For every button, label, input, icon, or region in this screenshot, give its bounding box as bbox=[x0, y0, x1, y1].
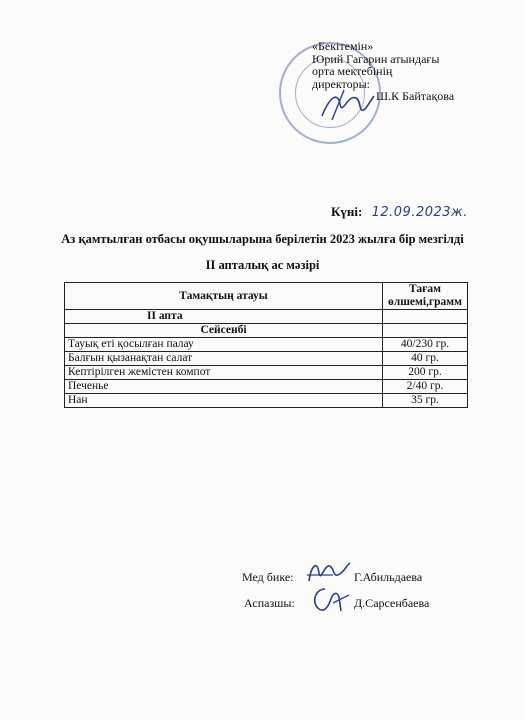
nurse-signature bbox=[303, 553, 353, 587]
approval-line-2: Юрий Гагарин атындағы bbox=[312, 51, 440, 66]
dish-name: Кептірілген жемістен компот bbox=[65, 366, 383, 380]
dish-amount: 35 гр. bbox=[383, 394, 468, 408]
table-row bbox=[65, 394, 468, 408]
approval-line-4: директоры: bbox=[312, 76, 371, 91]
dish-name: Балғын қызанақтан салат bbox=[65, 352, 383, 366]
dish-amount: 200 гр. bbox=[383, 366, 468, 380]
dish-name: Нан bbox=[65, 394, 383, 408]
week-row bbox=[65, 310, 468, 324]
approval-block bbox=[312, 40, 454, 103]
date-handwritten: 12.09.2023ж. bbox=[371, 205, 468, 220]
document-subtitle: ІІ апталық ас мәзірі bbox=[205, 258, 320, 272]
table-row bbox=[65, 380, 468, 394]
day-row bbox=[65, 324, 468, 338]
dish-name: Тауық еті қосылған палау bbox=[65, 338, 383, 352]
date-line bbox=[331, 204, 468, 220]
cook-label: Аспазшы: bbox=[244, 596, 295, 610]
nurse-name: Г.Абильдаева bbox=[354, 570, 423, 584]
table-header-row bbox=[65, 283, 468, 310]
week-label: ІІ апта bbox=[65, 310, 383, 324]
table-row bbox=[65, 338, 468, 352]
dish-name: Печенье bbox=[65, 380, 383, 394]
dish-amount: 2/40 гр. bbox=[383, 380, 468, 394]
cook-name: Д.Сарсенбаева bbox=[354, 596, 430, 610]
date-label: Күні: bbox=[331, 204, 363, 219]
dish-amount: 40 гр. bbox=[383, 352, 468, 366]
dish-amount: 40/230 гр. bbox=[383, 338, 468, 352]
nurse-label: Мед бике: bbox=[242, 570, 294, 584]
cook-signature bbox=[307, 583, 353, 617]
menu-table bbox=[64, 282, 468, 408]
table-row bbox=[65, 366, 468, 380]
header-portion: Тағам өлшемі,грамм bbox=[383, 283, 468, 310]
approval-line-1: «Бекітемін» bbox=[312, 39, 374, 53]
header-dish-name: Тамақтың атауы bbox=[65, 283, 383, 310]
approval-director-name: Ш.К Байтақова bbox=[376, 89, 455, 103]
table-row bbox=[65, 352, 468, 366]
day-label: Сейсенбі bbox=[65, 324, 383, 338]
approval-line-3: орта мектебінің bbox=[312, 64, 393, 78]
document-title: Аз қамтылған отбасы оқушыларына берілетін 2023 жылға бір мезгілді bbox=[61, 232, 464, 246]
